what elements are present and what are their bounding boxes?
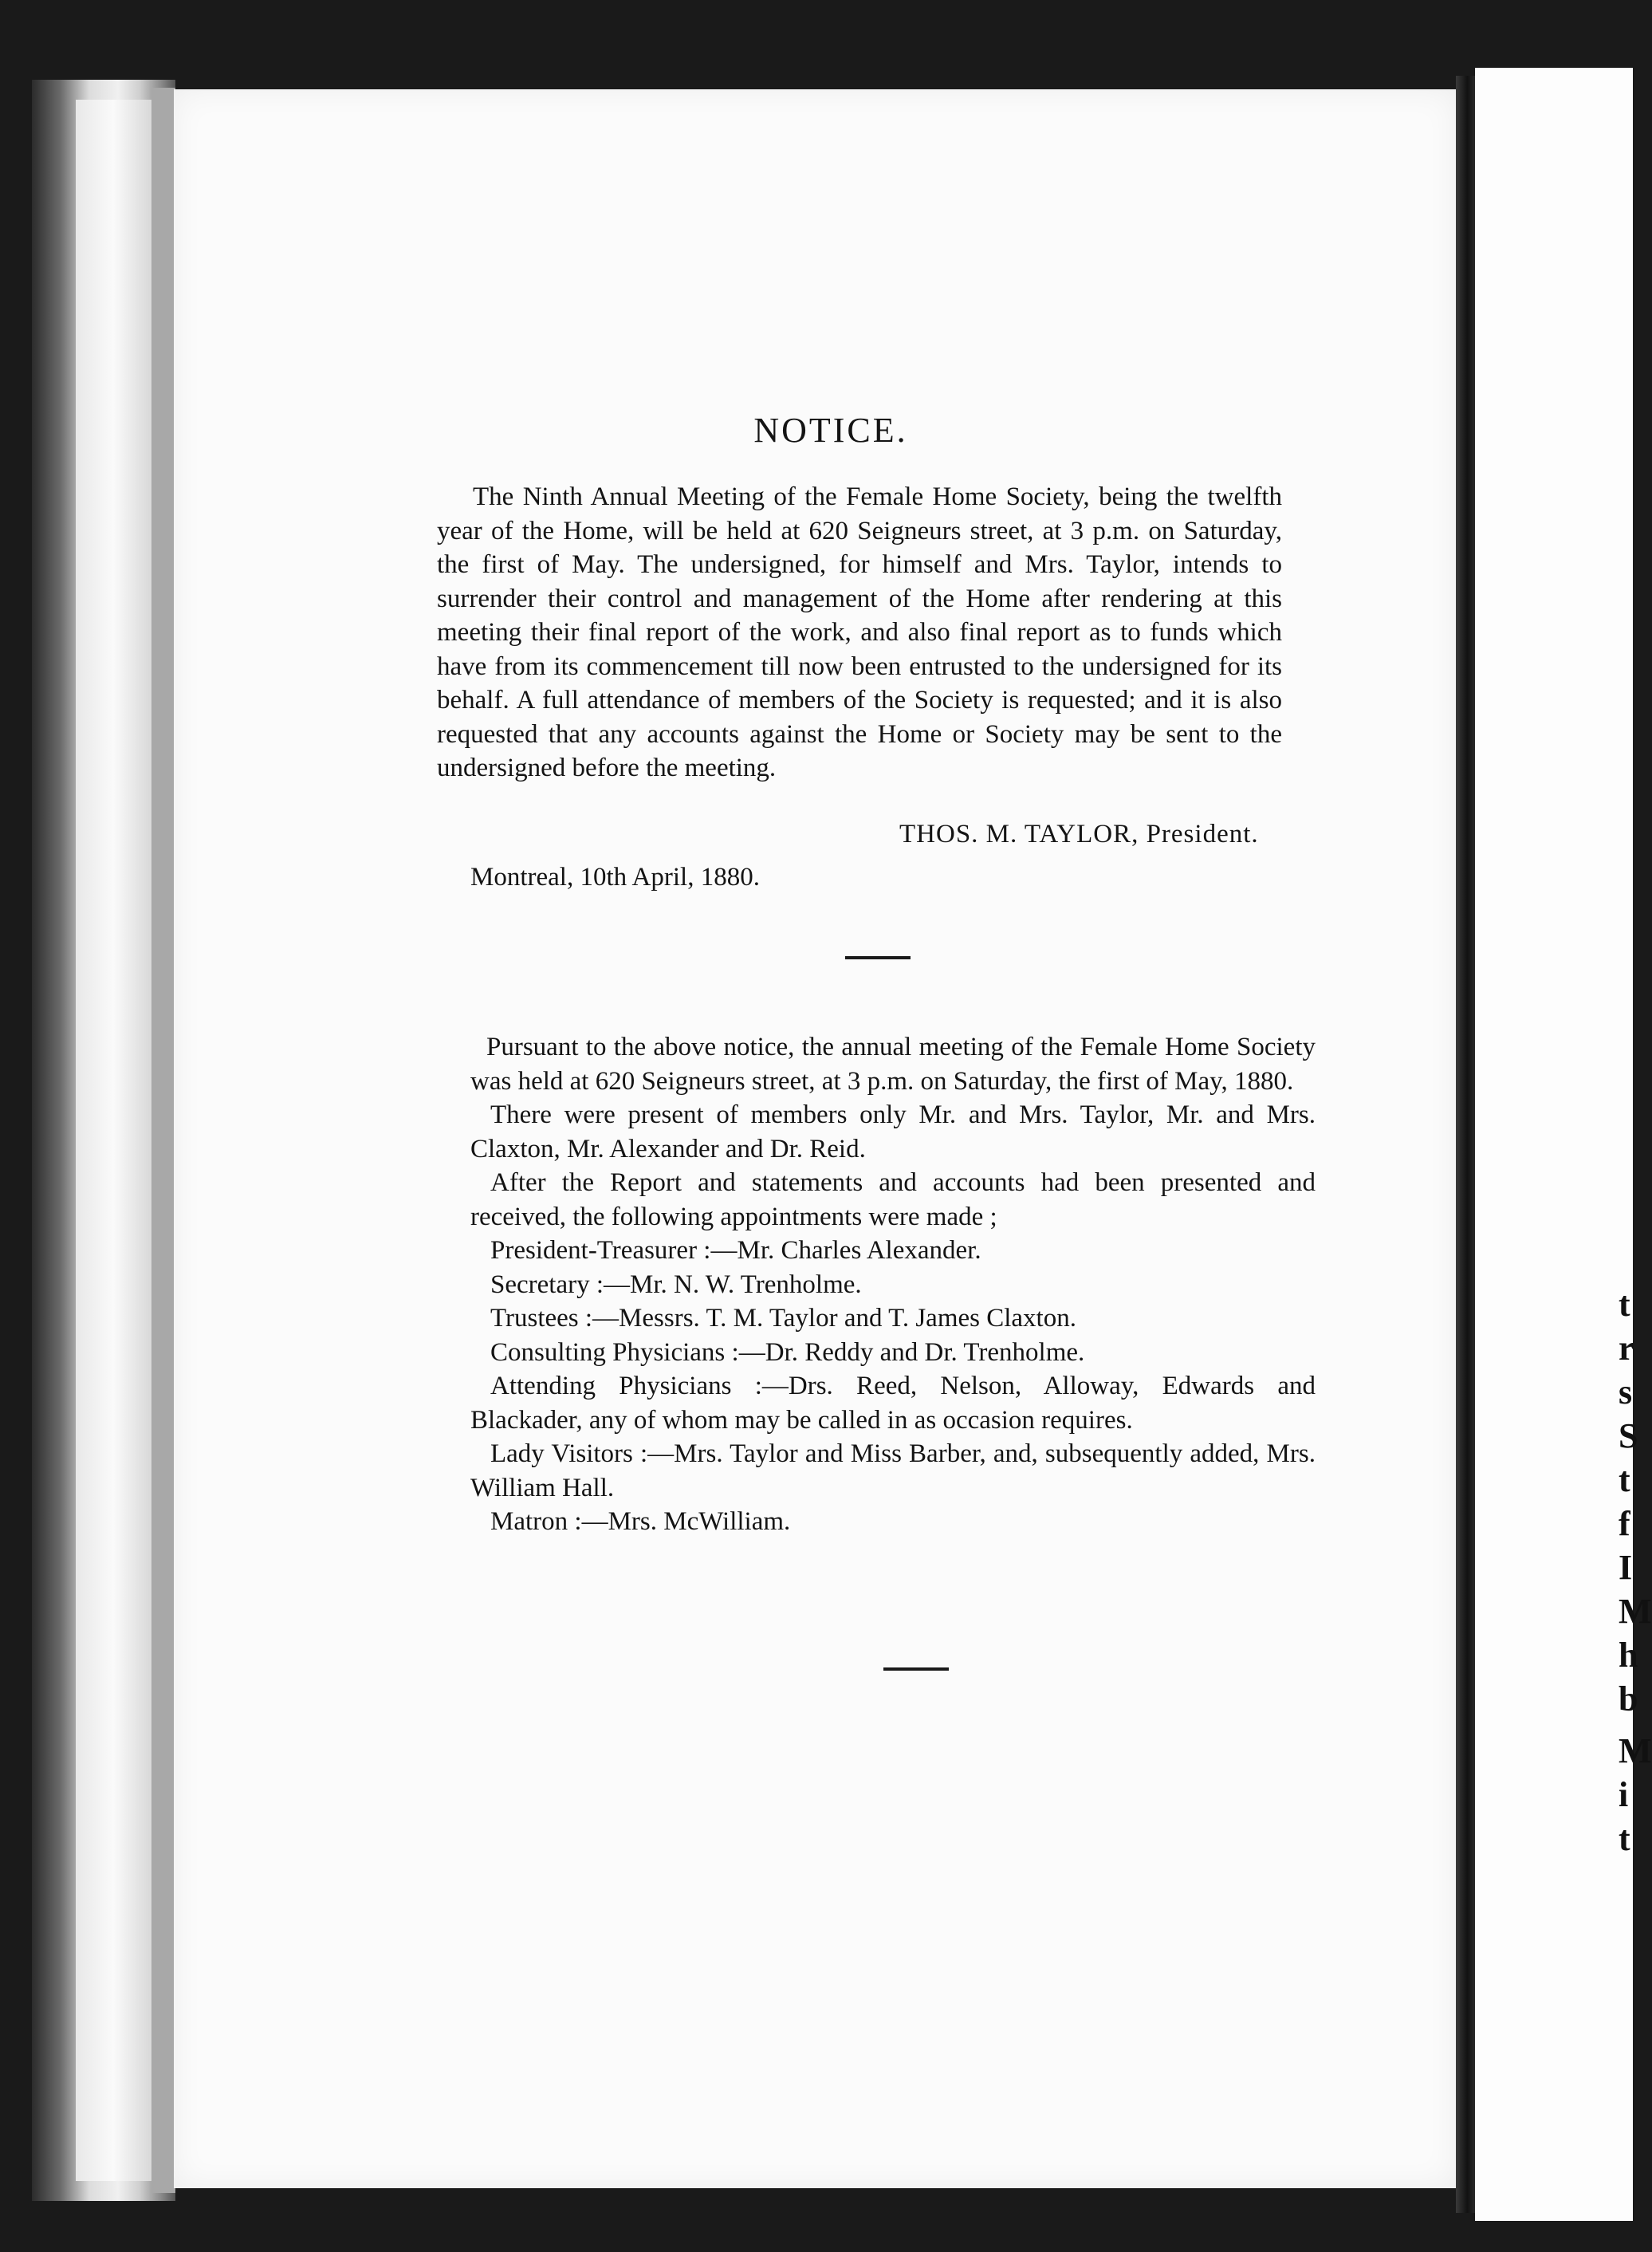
next-page-fragment: M	[1619, 1731, 1652, 1770]
appointment-president-treasurer: President-Treasurer :—Mr. Charles Alexander.	[490, 1236, 981, 1265]
end-divider	[883, 1667, 949, 1671]
next-page-fragment: S	[1619, 1416, 1638, 1455]
notice-body: The Ninth Annual Meeting of the Female Home Society, being the twelfth year of the Home, will be held at 620 Seigneurs street, at 3 p.m. on Saturday, the first of May. The undersigned, for himself and Mrs. Taylor, intends to surrender their control and management of the Home after rendering at this meeting their final report of the work, and also final report as to funds which have from its commencement till now been entrusted to the undersigned for its behalf. A full attendance of members of the Society is requested; and it is also requested that any accounts against the Home or Society may be sent to the undersigned before the meeting.	[437, 482, 1282, 782]
next-page-fragment: t	[1619, 1819, 1630, 1858]
next-page-fragment: t	[1619, 1460, 1630, 1499]
section-divider	[845, 956, 911, 959]
next-page-fragment: s	[1619, 1372, 1633, 1411]
next-page-fragment: b	[1619, 1679, 1638, 1719]
next-page-edge	[1475, 68, 1652, 2221]
appointment-consulting-physicians: Consulting Physicians :—Dr. Reddy and Dr. Trenholme.	[490, 1337, 1085, 1367]
minutes-report: After the Report and statements and accounts had been presented and received, the following appointments were made ;	[470, 1168, 1316, 1231]
minutes-present: There were present of members only Mr. and Mrs. Taylor, Mr. and Mrs. Claxton, Mr. Alexander and Dr. Reid.	[470, 1100, 1316, 1163]
next-page-fragment: M	[1619, 1592, 1652, 1631]
notice-title: NOTICE.	[753, 411, 908, 450]
appointment-lady-visitors: Lady Visitors :—Mrs. Taylor and Miss Barber, and, subsequently added, Mrs. William Hall.	[470, 1439, 1316, 1502]
book-gutter	[1456, 76, 1475, 2213]
book-page	[174, 89, 1456, 2188]
next-page-fragment: t	[1619, 1285, 1630, 1324]
appointment-secretary: Secretary :—Mr. N. W. Trenholme.	[490, 1270, 862, 1299]
page-shadow	[151, 88, 175, 2193]
next-page-fragment: h	[1619, 1636, 1638, 1675]
appointment-matron: Matron :—Mrs. McWilliam.	[490, 1507, 791, 1536]
next-page-fragment: i	[1619, 1775, 1629, 1814]
page-content	[174, 89, 1456, 2188]
next-page-fragment: r	[1619, 1329, 1634, 1368]
appointment-attending-physicians: Attending Physicians :—Drs. Reed, Nelson, Alloway, Edwards and Blackader, any of whom may be called in as occasion requires.	[470, 1372, 1316, 1435]
minutes-opening: Pursuant to the above notice, the annual meeting of the Female Home Society was held at 620 Seigneurs street, at 3 p.m. on Saturday, the first of May, 1880.	[470, 1033, 1316, 1096]
appointment-trustees: Trustees :—Messrs. T. M. Taylor and T. James Claxton.	[490, 1304, 1076, 1333]
next-page-fragment: f	[1619, 1504, 1630, 1543]
meeting-minutes	[470, 1030, 1316, 1539]
notice-signature: THOS. M. TAYLOR, President.	[899, 820, 1259, 848]
notice-dateline: Montreal, 10th April, 1880.	[470, 863, 760, 892]
page-stack-edge	[76, 100, 153, 2181]
next-page-fragment: I	[1619, 1548, 1633, 1587]
